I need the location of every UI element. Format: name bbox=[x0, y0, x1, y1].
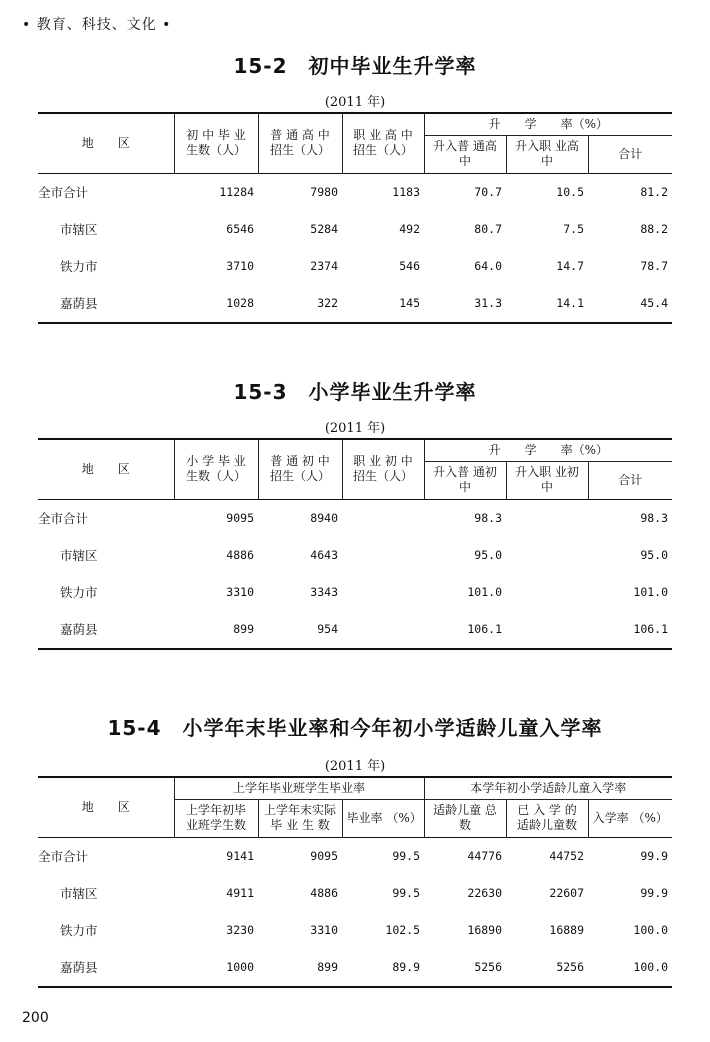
header-school-age-total: 适龄儿童 总 数 bbox=[424, 799, 506, 837]
cell: 10.5 bbox=[556, 185, 584, 199]
cell: 80.7 bbox=[474, 222, 502, 236]
row-label: 全市合计 bbox=[38, 849, 89, 864]
cell: 7.5 bbox=[563, 222, 584, 236]
table-row bbox=[38, 574, 672, 611]
cell: 81.2 bbox=[640, 185, 669, 199]
table-row bbox=[38, 211, 672, 248]
table-row bbox=[38, 248, 672, 285]
header-rate-general: 升入普 通高中 bbox=[424, 135, 506, 173]
cell: 4643 bbox=[310, 548, 338, 562]
cell: 99.5 bbox=[392, 849, 421, 863]
page-number: 200 bbox=[22, 1010, 49, 1026]
cell: 9095 bbox=[310, 849, 338, 863]
cell: 99.9 bbox=[640, 849, 669, 863]
header-actual-graduates: 上学年末实际 毕 业 生 数 bbox=[258, 799, 342, 837]
header-rate-vocational: 升入职 业高中 bbox=[506, 135, 588, 173]
cell bbox=[342, 611, 424, 649]
cell: 2374 bbox=[310, 259, 338, 273]
header-general-enroll: 普 通 初 中 招生（人） bbox=[258, 439, 342, 499]
cell: 22607 bbox=[549, 886, 585, 900]
cell bbox=[506, 574, 588, 611]
cell: 4886 bbox=[226, 548, 254, 562]
header-rate-group: 升 学 率（%） bbox=[424, 113, 672, 135]
cell: 95.0 bbox=[640, 548, 669, 562]
cell: 322 bbox=[258, 285, 342, 323]
table-row bbox=[38, 499, 672, 537]
table-year: (2011 年) bbox=[324, 95, 386, 110]
cell: 102.5 bbox=[385, 923, 421, 937]
cell: 44752 bbox=[549, 849, 585, 863]
header-rate-total: 合计 bbox=[588, 135, 672, 173]
header-enrollment-group: 本学年初小学适龄儿童入学率 bbox=[424, 777, 672, 799]
cell bbox=[342, 574, 424, 611]
cell: 100.0 bbox=[633, 923, 669, 937]
cell: 89.9 bbox=[342, 949, 424, 987]
row-label: 铁力市 bbox=[60, 585, 98, 600]
cell: 4886 bbox=[310, 886, 338, 900]
cell: 64.0 bbox=[474, 259, 502, 273]
header-grad-class-students: 上学年初毕 业班学生数 bbox=[174, 799, 258, 837]
cell: 88.2 bbox=[640, 222, 669, 236]
cell bbox=[342, 537, 424, 574]
cell bbox=[342, 499, 424, 537]
cell: 101.0 bbox=[633, 585, 669, 599]
table-row bbox=[38, 285, 672, 323]
cell: 95.0 bbox=[474, 548, 502, 562]
cell: 546 bbox=[399, 259, 420, 273]
cell: 3310 bbox=[226, 585, 254, 599]
row-label: 全市合计 bbox=[38, 511, 89, 526]
table-year: (2011 年) bbox=[324, 759, 386, 774]
cell: 5284 bbox=[310, 222, 338, 236]
cell: 70.7 bbox=[474, 185, 502, 199]
header-graduation-group: 上学年毕业班学生毕业率 bbox=[174, 777, 424, 799]
cell: 31.3 bbox=[424, 285, 506, 323]
cell: 145 bbox=[342, 285, 424, 323]
header-graduates: 初 中 毕 业 生数（人） bbox=[174, 113, 258, 173]
cell: 14.1 bbox=[506, 285, 588, 323]
table-row bbox=[38, 611, 672, 649]
header-rate-total: 合计 bbox=[588, 461, 672, 499]
cell: 3710 bbox=[226, 259, 254, 273]
cell: 11284 bbox=[219, 185, 254, 199]
cell bbox=[506, 537, 588, 574]
cell: 8940 bbox=[310, 511, 338, 525]
cell: 899 bbox=[258, 949, 342, 987]
row-label: 嘉荫县 bbox=[38, 285, 174, 323]
section-15-3 bbox=[38, 378, 672, 650]
header-rate-general: 升入普 通初中 bbox=[424, 461, 506, 499]
data-table bbox=[38, 112, 672, 324]
cell: 6546 bbox=[226, 222, 254, 236]
header-region: 地 区 bbox=[38, 777, 174, 837]
cell: 3310 bbox=[310, 923, 338, 937]
header-enrolled-children: 已 入 学 的 适龄儿童数 bbox=[506, 799, 588, 837]
data-table bbox=[38, 438, 672, 650]
header-graduation-rate: 毕业率 （%） bbox=[342, 799, 424, 837]
section-15-2 bbox=[38, 52, 672, 324]
row-label: 嘉荫县 bbox=[38, 611, 174, 649]
cell: 99.5 bbox=[392, 886, 421, 900]
header-general-enroll: 普 通 高 中 招生（人） bbox=[258, 113, 342, 173]
table-title: 15-3 小学毕业生升学率 bbox=[233, 380, 477, 404]
header-rate-group: 升 学 率（%） bbox=[424, 439, 672, 461]
cell: 492 bbox=[399, 222, 420, 236]
cell: 5256 bbox=[424, 949, 506, 987]
row-label: 嘉荫县 bbox=[38, 949, 174, 987]
header-vocational-enroll: 职 业 初 中 招生（人） bbox=[342, 439, 424, 499]
cell: 98.3 bbox=[474, 511, 502, 525]
data-table bbox=[38, 776, 672, 988]
row-label: 市辖区 bbox=[60, 222, 98, 237]
header-region: 地 区 bbox=[38, 439, 174, 499]
header-vocational-enroll: 职 业 高 中 招生（人） bbox=[342, 113, 424, 173]
cell: 5256 bbox=[506, 949, 588, 987]
section-15-4 bbox=[38, 714, 672, 988]
cell: 7980 bbox=[310, 185, 338, 199]
table-year: (2011 年) bbox=[324, 421, 386, 436]
cell: 9141 bbox=[226, 849, 254, 863]
cell: 44776 bbox=[467, 849, 503, 863]
cell: 3230 bbox=[226, 923, 254, 937]
cell: 3343 bbox=[310, 585, 338, 599]
table-row bbox=[38, 537, 672, 574]
cell: 9095 bbox=[226, 511, 254, 525]
table-row bbox=[38, 173, 672, 211]
cell: 16889 bbox=[549, 923, 585, 937]
cell: 1183 bbox=[392, 185, 420, 199]
row-label: 市辖区 bbox=[60, 886, 98, 901]
row-label: 全市合计 bbox=[38, 185, 89, 200]
table-title: 15-2 初中毕业生升学率 bbox=[233, 54, 477, 78]
row-label: 铁力市 bbox=[60, 923, 98, 938]
table-row bbox=[38, 837, 672, 875]
cell bbox=[506, 611, 588, 649]
header-region: 地 区 bbox=[38, 113, 174, 173]
cell: 98.3 bbox=[640, 511, 669, 525]
table-row bbox=[38, 912, 672, 949]
cell: 16890 bbox=[467, 923, 503, 937]
cell: 100.0 bbox=[588, 949, 672, 987]
cell: 1000 bbox=[174, 949, 258, 987]
header-graduates: 小 学 毕 业 生数（人） bbox=[174, 439, 258, 499]
cell: 1028 bbox=[174, 285, 258, 323]
cell: 45.4 bbox=[588, 285, 672, 323]
table-title: 15-4 小学年末毕业率和今年初小学适龄儿童入学率 bbox=[107, 716, 603, 740]
cell: 4911 bbox=[226, 886, 254, 900]
cell: 101.0 bbox=[467, 585, 502, 599]
cell bbox=[506, 499, 588, 537]
cell: 99.9 bbox=[640, 886, 669, 900]
row-label: 市辖区 bbox=[60, 548, 98, 563]
cell: 14.7 bbox=[556, 259, 584, 273]
table-row bbox=[38, 875, 672, 912]
header-rate-vocational: 升入职 业初中 bbox=[506, 461, 588, 499]
running-head: • 教育、科技、文化 • bbox=[22, 17, 172, 33]
row-label: 铁力市 bbox=[60, 259, 98, 274]
header-enrollment-rate: 入学率 （%） bbox=[588, 799, 672, 837]
cell: 106.1 bbox=[588, 611, 672, 649]
cell: 106.1 bbox=[424, 611, 506, 649]
table-row bbox=[38, 949, 672, 987]
cell: 78.7 bbox=[640, 259, 669, 273]
cell: 899 bbox=[174, 611, 258, 649]
cell: 954 bbox=[258, 611, 342, 649]
cell: 22630 bbox=[467, 886, 503, 900]
